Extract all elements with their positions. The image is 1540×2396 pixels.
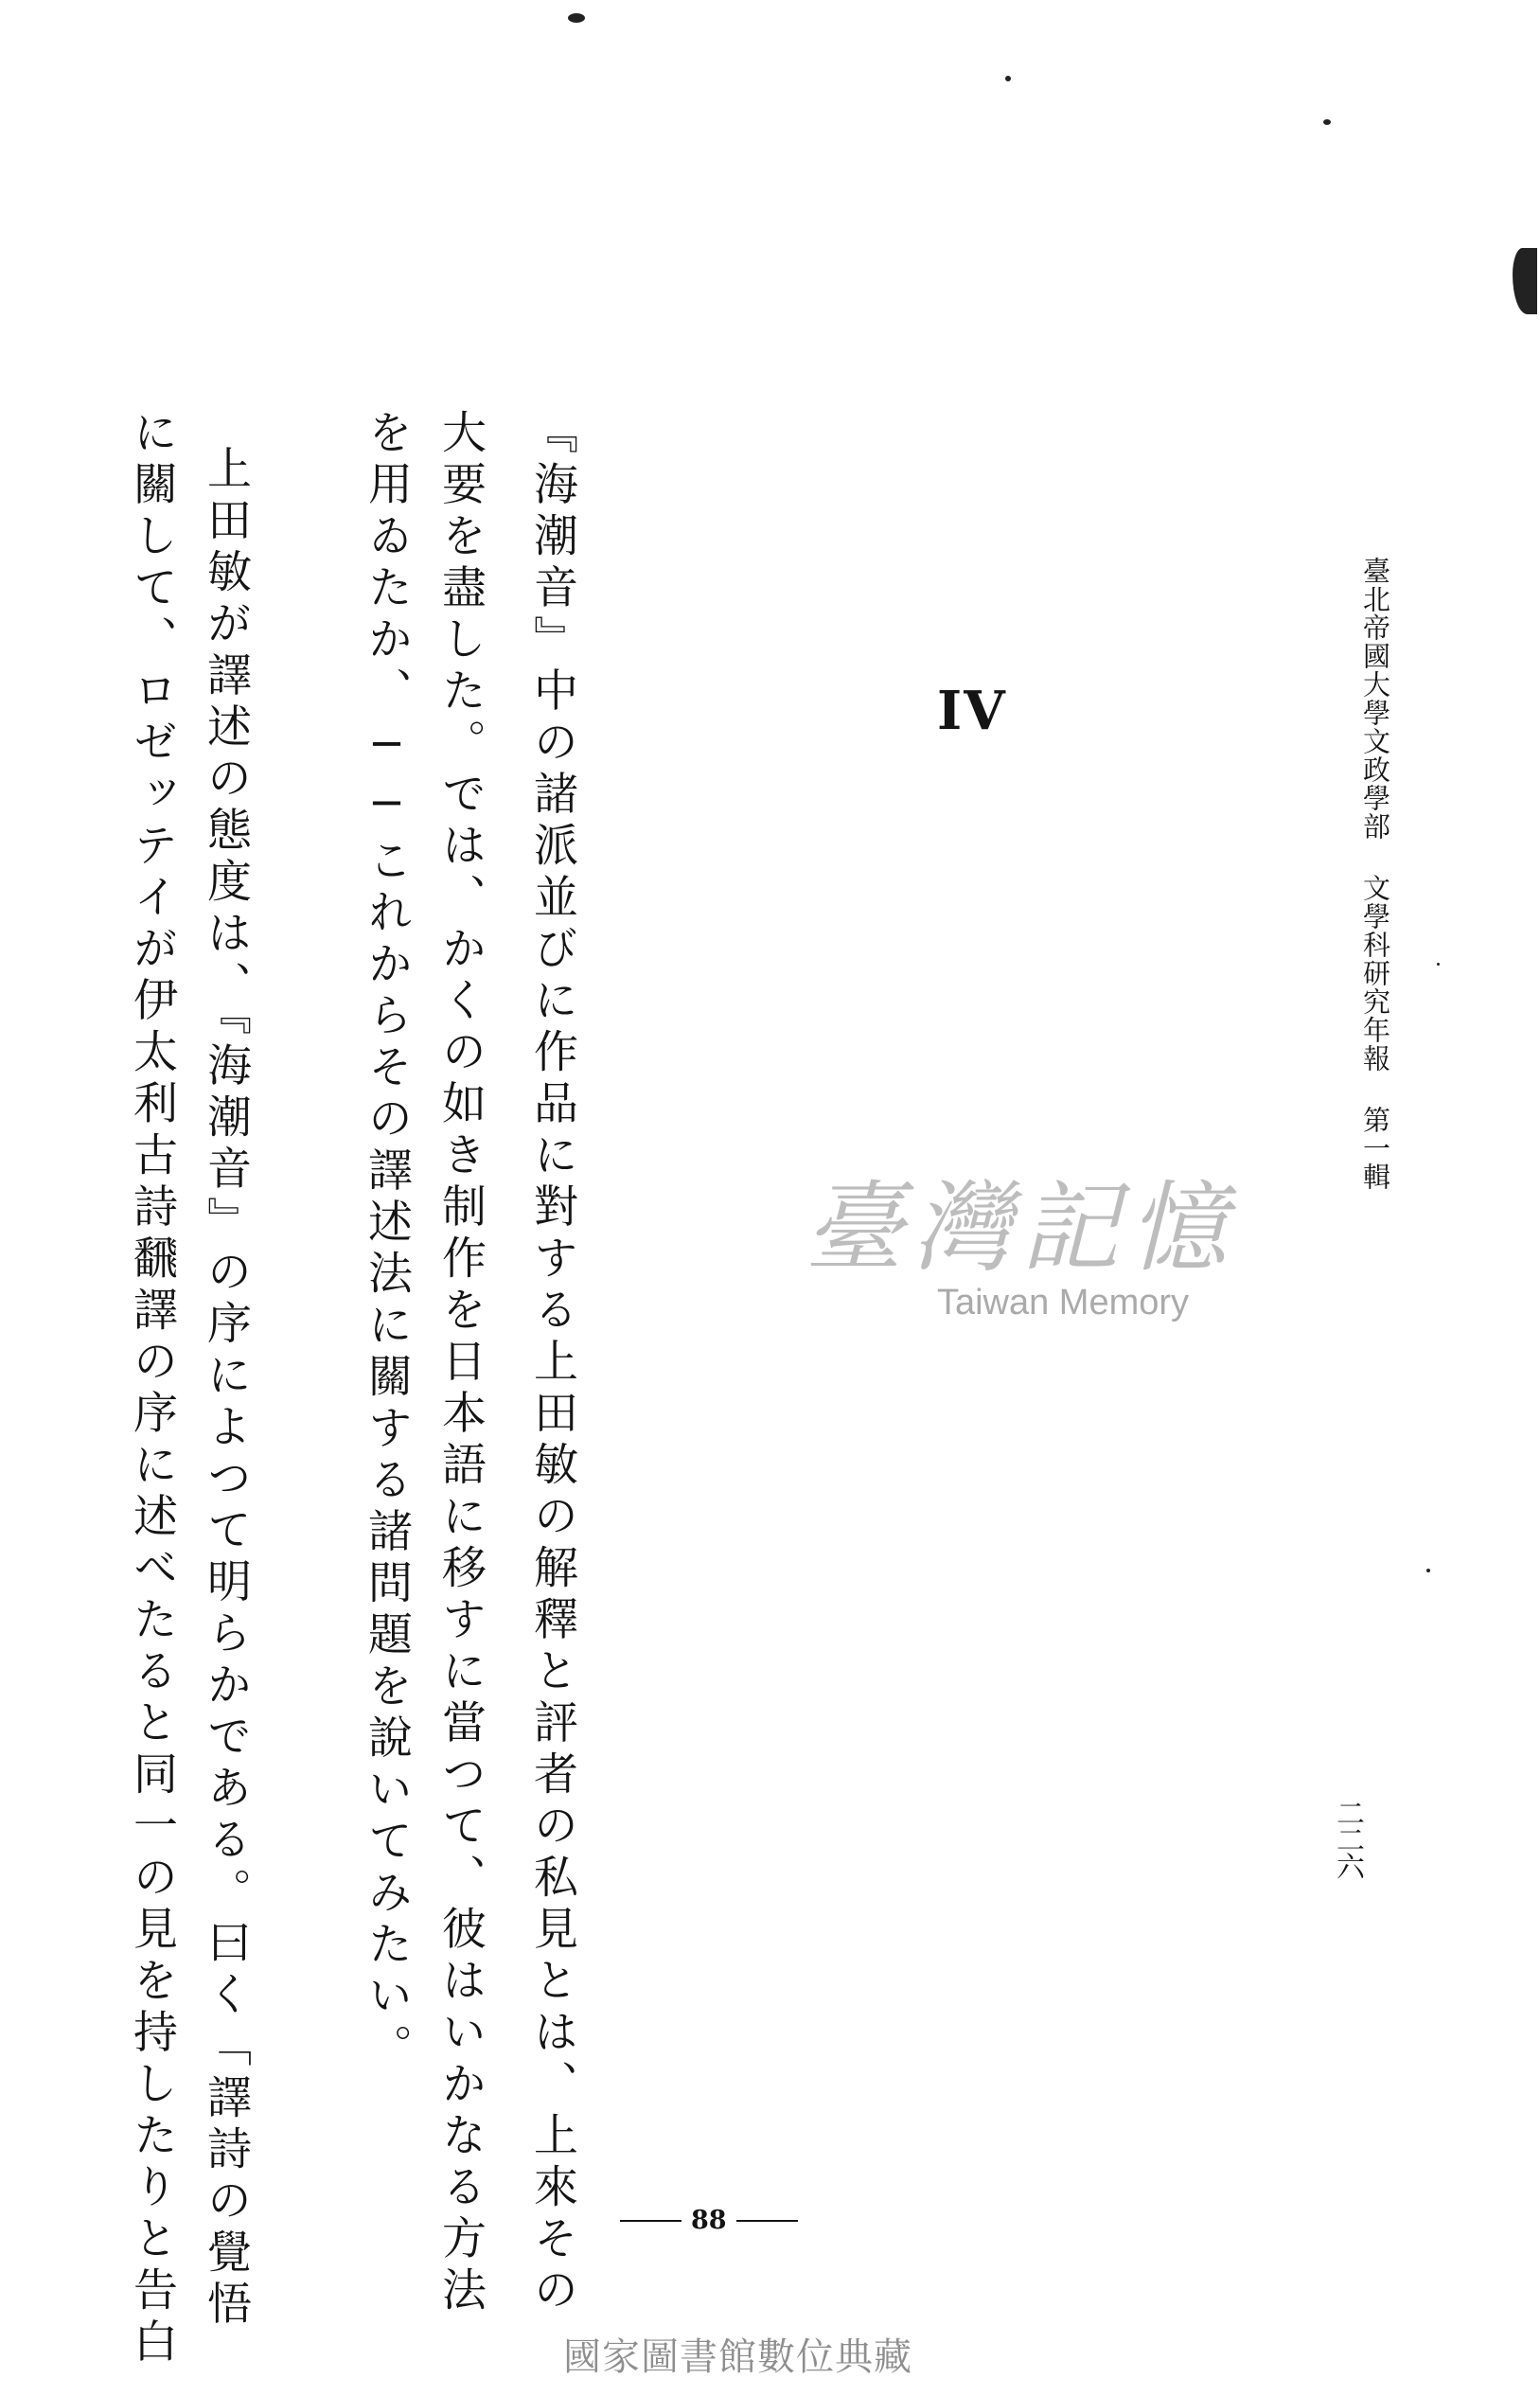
scan-speck xyxy=(568,13,585,23)
scan-speck xyxy=(1513,248,1537,314)
watermark-cjk: 臺灣記憶 xyxy=(804,1170,1236,1286)
taiwan-memory-watermark xyxy=(765,1170,1276,1377)
body-line: 大要を盡した。では、かくの如き制作を日本語に移すに當つて、彼はいかなる方法 xyxy=(434,409,487,2318)
dash-right xyxy=(736,2220,798,2222)
scan-speck xyxy=(1005,76,1011,81)
journal-header: 臺北帝國大學文政學部 文學科研究年報 第一輯 xyxy=(1359,557,1391,1191)
library-attribution: 國家圖書館數位典藏 xyxy=(563,2335,912,2379)
page-number: 88 xyxy=(691,2206,727,2235)
body-line: に關して、ロゼッテイが伊太利古詩飜譯の序に述べたると同一の見を持したりと告白 xyxy=(126,409,178,2369)
dash-left xyxy=(620,2220,681,2222)
scan-speck xyxy=(1323,119,1331,125)
scan-speck xyxy=(1437,963,1440,966)
scan-speck xyxy=(1426,1569,1430,1572)
page-number-kanji: 二二六 xyxy=(1331,1799,1364,1878)
body-line: 『海潮音』中の諸派並びに作品に對する上田敏の解釋と評者の私見とは、上來その xyxy=(526,409,578,2318)
section-heading: IV xyxy=(937,680,1007,742)
body-line: 上田敏が譯述の態度は、『海潮音』の序によつて明らかである。曰く「譯詩の覺悟 xyxy=(200,445,252,2332)
watermark-english: Taiwan Memory xyxy=(936,1283,1190,1322)
body-line: を用ゐたか、──これからその譯述法に關する諸問題を說いてみたい。 xyxy=(361,409,413,2075)
footer-page-number xyxy=(620,2206,798,2235)
